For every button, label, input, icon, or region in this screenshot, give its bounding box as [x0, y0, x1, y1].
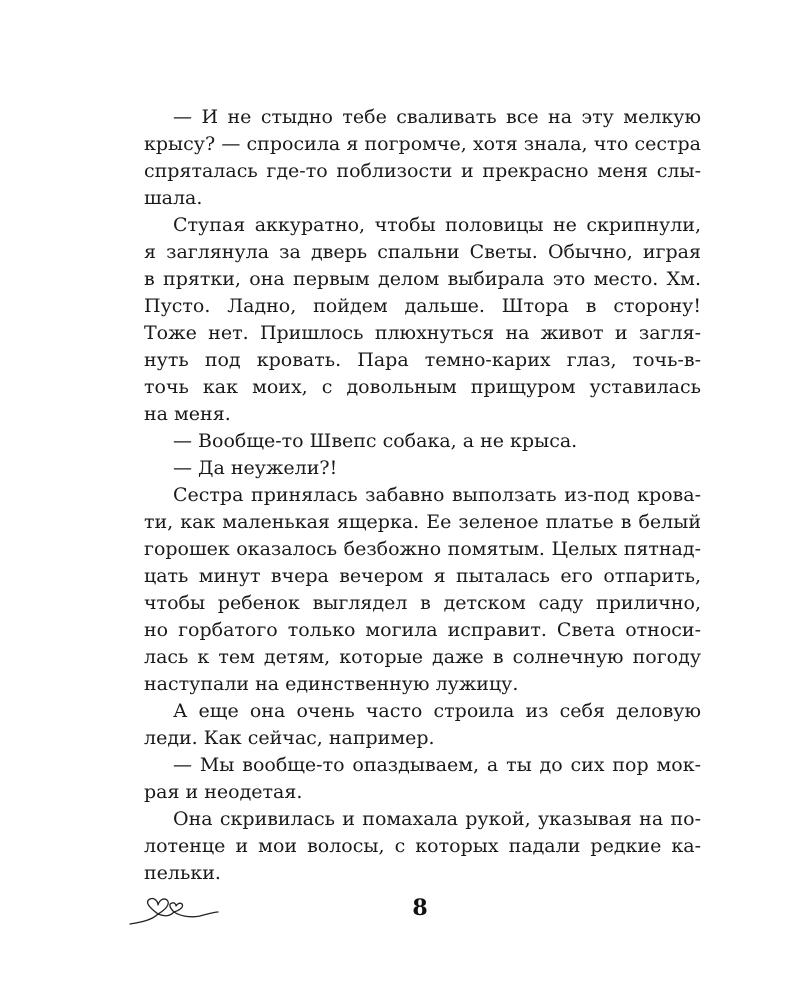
- text-line: шала.: [144, 187, 203, 209]
- text-line: нуть под кровать. Пара темно-карих глаз, точь-в-: [144, 349, 701, 371]
- text-line: наступали на единственную лужицу.: [144, 673, 519, 695]
- text-line: А еще она очень часто строила из себя деловую: [173, 700, 701, 722]
- text-line: лотенце и мои волосы, с которых падали редкие ка-: [144, 835, 701, 857]
- text-line: горошек оказалось безбожно помятым. Целых пятнад-: [144, 538, 701, 560]
- text-line: Пусто. Ладно, пойдем дальше. Штора в сторону!: [144, 295, 701, 317]
- text-line: крысу? — спросила я погромче, хотя знала, что сестра: [144, 133, 701, 155]
- text-line: леди. Как сейчас, например.: [144, 727, 435, 749]
- text-line: Ступая аккуратно, чтобы половицы не скрипнули,: [173, 214, 701, 236]
- text-line: — И не стыдно тебе сваливать все на эту мелкую: [173, 106, 701, 128]
- text-line: на меня.: [144, 403, 231, 425]
- text-line: Она скривилась и помахала рукой, указывая на по-: [173, 808, 701, 830]
- text-line: ти, как маленькая ящерка. Ее зеленое платье в белый: [144, 511, 701, 533]
- hearts-doodle-icon: [128, 894, 220, 928]
- page-text: [144, 104, 701, 887]
- text-line: — Мы вообще-то опаздываем, а ты до сих пор мок-: [173, 754, 701, 776]
- text-line: пельки.: [144, 862, 221, 884]
- text-line: чтобы ребенок выглядел в детском саду прилично,: [144, 592, 701, 614]
- text-line: рая и неодетая.: [144, 781, 303, 803]
- text-line: в прятки, она первым делом выбирала это место. Хм.: [144, 268, 701, 290]
- text-line: точь как моих, с довольным прищуром уставилась: [144, 376, 701, 398]
- text-line: Сестра принялась забавно выползать из-под крова-: [173, 484, 701, 506]
- page-number: 8: [412, 895, 428, 921]
- text-line: цать минут вчера вечером я пыталась его отпарить,: [144, 565, 701, 587]
- text-line: но горбатого только могила исправит. Света относи-: [144, 619, 701, 641]
- text-line: спряталась где-то поблизости и прекрасно меня слы-: [144, 160, 701, 182]
- text-line: — Вообще-то Швепс собака, а не крыса.: [173, 430, 578, 452]
- text-line: я заглянула за дверь спальни Светы. Обычно, играя: [144, 241, 701, 263]
- text-line: лась к тем детям, которые даже в солнечную погоду: [144, 646, 701, 668]
- text-line: Тоже нет. Пришлось плюхнуться на живот и загля-: [144, 322, 701, 344]
- text-line: — Да неужели?!: [173, 457, 338, 479]
